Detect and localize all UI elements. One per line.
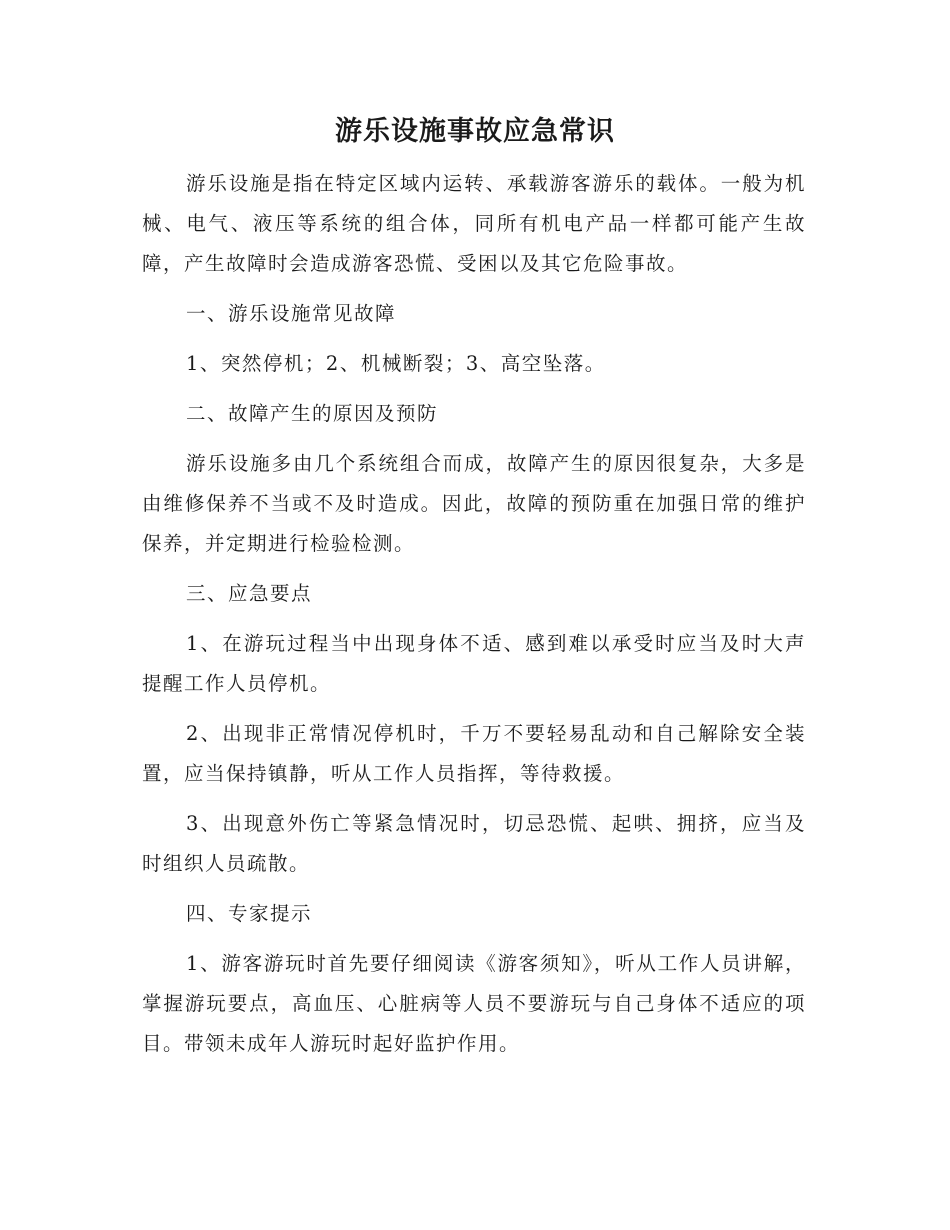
section-heading-expert-tips: 四、专家提示 <box>186 902 313 925</box>
emergency-point-2: 2、出现非正常情况停机时，千万不要轻易乱动和自己解除安全装置，应当保持镇静，听从工作人员指挥，等待救援。 <box>142 722 806 785</box>
emergency-point-3: 3、出现意外伤亡等紧急情况时，切忌恐慌、起哄、拥挤，应当及时组织人员疏散。 <box>142 812 806 875</box>
document-title: 游乐设施事故应急常识 <box>335 116 615 147</box>
document-body <box>142 164 806 1074</box>
common-faults-list: 1、突然停机；2、机械断裂；3、高空坠落。 <box>186 352 606 375</box>
emergency-point-1: 1、在游玩过程当中出现身体不适、感到难以承受时应当及时大声提醒工作人员停机。 <box>142 632 806 695</box>
causes-prevention-paragraph: 游乐设施多由几个系统组合而成，故障产生的原因很复杂，大多是由维修保养不当或不及时造成。因此，故障的预防重在加强日常的维护保养，并定期进行检验检测。 <box>142 452 806 555</box>
section-heading-causes-prevention: 二、故障产生的原因及预防 <box>186 402 439 425</box>
section-heading-emergency-points: 三、应急要点 <box>186 582 313 605</box>
section-heading-common-faults: 一、游乐设施常见故障 <box>186 302 397 325</box>
intro-paragraph: 游乐设施是指在特定区域内运转、承载游客游乐的载体。一般为机械、电气、液压等系统的组合体，同所有机电产品一样都可能产生故障，产生故障时会造成游客恐慌、受困以及其它危险事故。 <box>142 172 806 275</box>
expert-tip-1: 1、游客游玩时首先要仔细阅读《游客须知》，听从工作人员讲解，掌握游玩要点，高血压、心脏病等人员不要游玩与自己身体不适应的项目。带领未成年人游玩时起好监护作用。 <box>142 952 806 1055</box>
